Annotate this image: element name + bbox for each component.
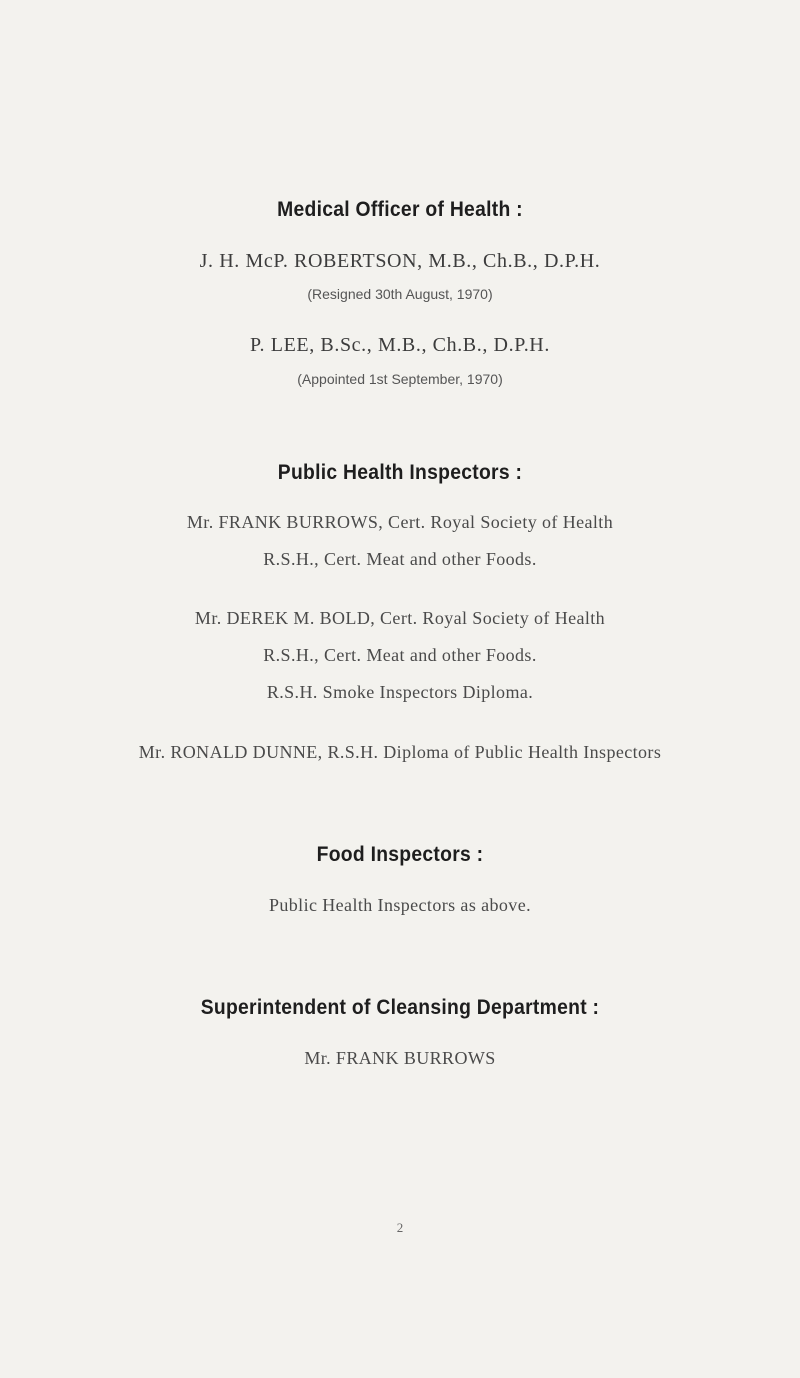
phi-inspector2-line1: Mr. DEREK M. BOLD, Cert. Royal Society of Health [194, 608, 606, 628]
moh-name-robertson: J. H. McP. ROBERTSON, M.B., Ch.B., D.P.H. [199, 250, 601, 272]
cleansing-name: Mr. FRANK BURROWS [304, 1048, 496, 1068]
phi-inspector1-line1: Mr. FRANK BURROWS, Cert. Royal Society of Health [186, 512, 614, 532]
moh-name-lee: P. LEE, B.Sc., M.B., Ch.B., D.P.H. [250, 334, 550, 356]
cleansing-heading: Superintendent of Cleansing Department : [200, 996, 600, 1019]
moh-note-resigned: (Resigned 30th August, 1970) [307, 286, 493, 302]
phi-heading: Public Health Inspectors : [277, 461, 523, 484]
phi-inspector3-line1: Mr. RONALD DUNNE, R.S.H. Diploma of Public Health Inspectors [138, 742, 662, 762]
moh-note-appointed: (Appointed 1st September, 1970) [297, 371, 503, 387]
phi-inspector2-line3: R.S.H. Smoke Inspectors Diploma. [266, 682, 534, 702]
moh-heading: Medical Officer of Health : [277, 198, 523, 221]
food-text: Public Health Inspectors as above. [268, 895, 532, 915]
page-number: 2 [396, 1220, 404, 1235]
phi-inspector2-line2: R.S.H., Cert. Meat and other Foods. [263, 645, 537, 665]
phi-inspector1-line2: R.S.H., Cert. Meat and other Foods. [263, 549, 537, 569]
food-heading: Food Inspectors : [316, 843, 484, 866]
